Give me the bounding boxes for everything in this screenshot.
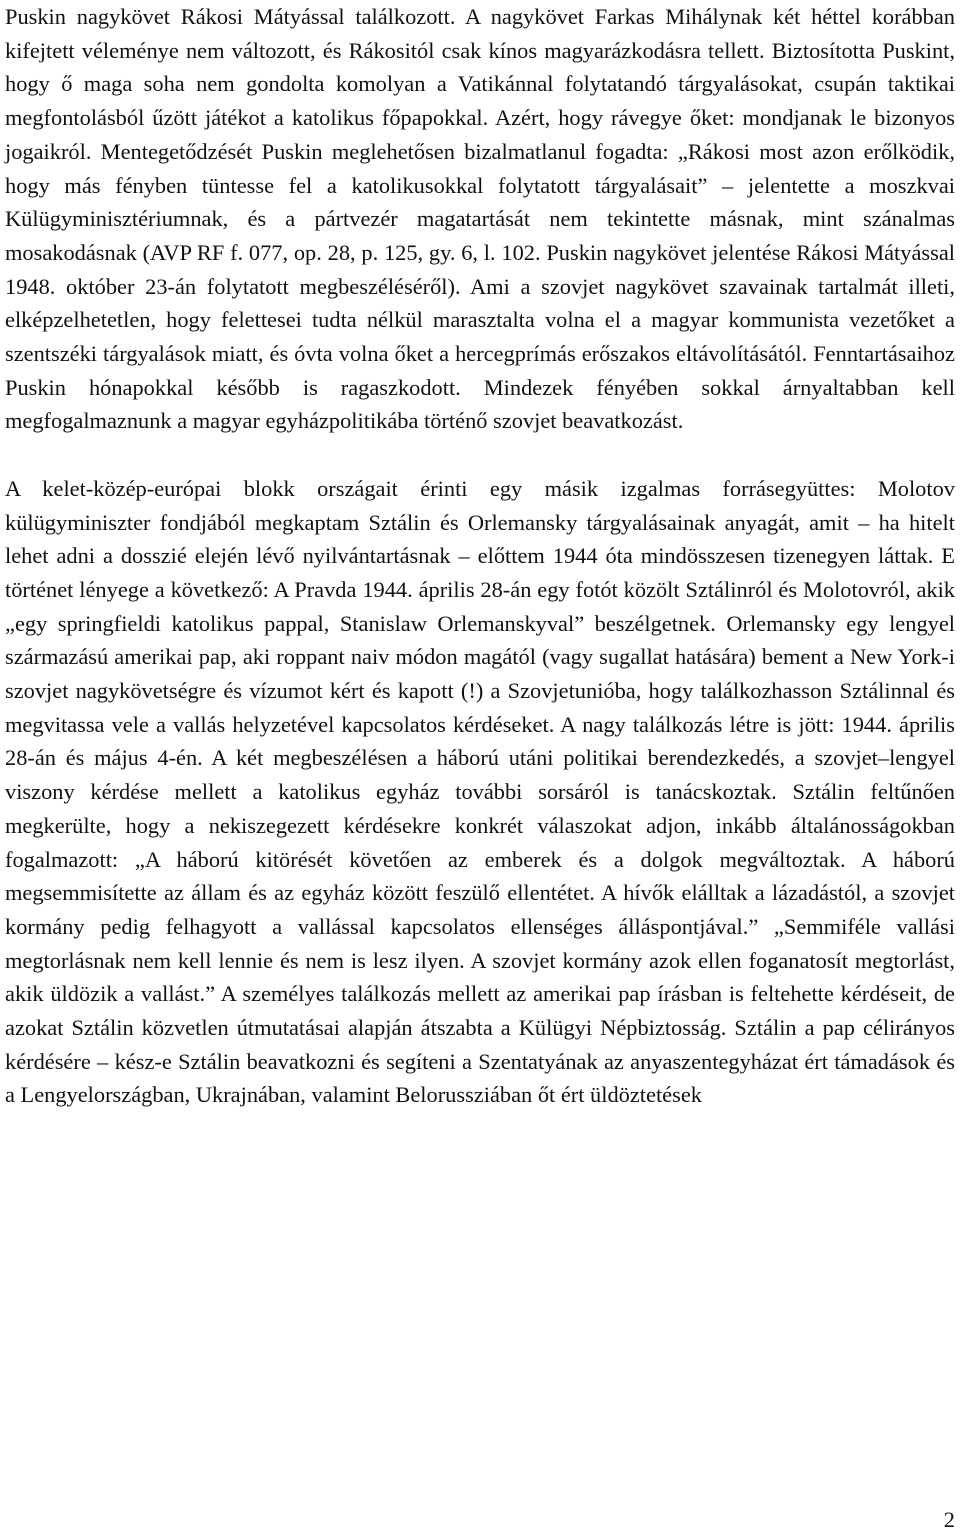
document-page xyxy=(5,0,955,1112)
body-paragraph-1: Puskin nagykövet Rákosi Mátyással találkozott. A nagykövet Farkas Mihálynak két héttel korábban kifejtett véleménye nem változott, és Rákositól csak kínos magyarázkodásra tellett. Biztosította Puskint, hogy ő maga soha nem gondolta komolyan a Vatikánnal folytatandó tárgyalásokat, csupán taktikai megfontolásból űzött játékot a katolikus főpapokkal. Azért, hogy rávegye őket: mondjanak le bizonyos jogaikról. Mentegetődzését Puskin meglehetősen bizalmatlanul fogadta: „Rákosi most azon erőlködik, hogy más fényben tüntesse fel a katolikusokkal folytatott tárgyalásait” – jelentette a moszkvai Külügyminisztériumnak, és a pártvezér magatartását nem tekintette másnak, mint szánalmas mosakodásnak (AVP RF f. 077, op. 28, p. 125, gy. 6, l. 102. Puskin nagykövet jelentése Rákosi Mátyással 1948. október 23-án folytatott megbeszéléséről). Ami a szovjet nagykövet szavainak tartalmát illeti, elképzelhetetlen, hogy felettesei tudta nélkül marasztalta volna el a magyar kommunista vezetőket a szentszéki tárgyalások miatt, és óvta volna őket a hercegprímás erőszakos eltávolításától. Fenntartásaihoz Puskin hónapokkal később is ragaszkodott. Mindezek fényében sokkal árnyaltabban kell megfogalmaznunk a magyar egyházpolitikába történő szovjet beavatkozást. xyxy=(5,4,955,434)
body-paragraph-2: A kelet-közép-európai blokk országait érinti egy másik izgalmas forrásegyüttes: Molotov külügyminiszter fondjából megkaptam Sztálin és Orlemansky tárgyalásainak anyagát, amit – ha hitelt lehet adni a dosszié elején lévő nyilvántartásnak – előttem 1944 óta mindösszesen tizenegyen láttak. E történet lényege a következő: A Pravda 1944. április 28-án egy fotót közölt Sztálinról és Molotovról, akik „egy springfieldi katolikus pappal, Stanislaw Orlemanskyval” beszélgetnek. Orlemansky egy lengyel származású amerikai pap, aki roppant naiv módon magától (vagy sugallat hatására) bement a New York-i szovjet nagykövetségre és vízumot kért és kapott (!) a Szovjetunióba, hogy találkozhasson Sztálinnal és megvitassa vele a vallás helyzetével kapcsolatos kérdéseket. A nagy találkozás létre is jött: 1944. április 28-án és május 4-én. A két megbeszélésen a háború utáni politikai berendezkedés, a szovjet–lengyel viszony kérdése mellett a katolikus egyház további sorsáról is tanácskoztak. Sztálin feltűnően megkerülte, hogy a nekiszegezett kérdésekre konkrét válaszokat adjon, inkább általánosságokban fogalmazott: „A háború kitörését követően az emberek és a dolgok megváltoztak. A háború megsemmisítette az állam és az egyház között feszülő ellentétet. A hívők elálltak a lázadástól, a szovjet kormány pedig felhagyott a vallással kapcsolatos ellenséges álláspontjával.” „Semmiféle vallási megtorlásnak nem kell lennie és nem is lesz ilyen. A szovjet kormány azok ellen foganatosít megtorlást, akik üldözik a vallást.” A személyes találkozás mellett az amerikai pap írásban is feltehette kérdéseit, de azokat Sztálin közvetlen útmutatásai alapján átszabta a Külügyi Népbiztosság. Sztálin a pap célirányos kérdésére – kész-e Sztálin beavatkozni és segíteni a Szentatyának az anyaszentegyházat ért támadások és a Lengyelországban, Ukrajnában, valamint Belorussziában őt ért üldöztetések xyxy=(5,475,955,1108)
page-number: 2 xyxy=(943,1507,955,1532)
